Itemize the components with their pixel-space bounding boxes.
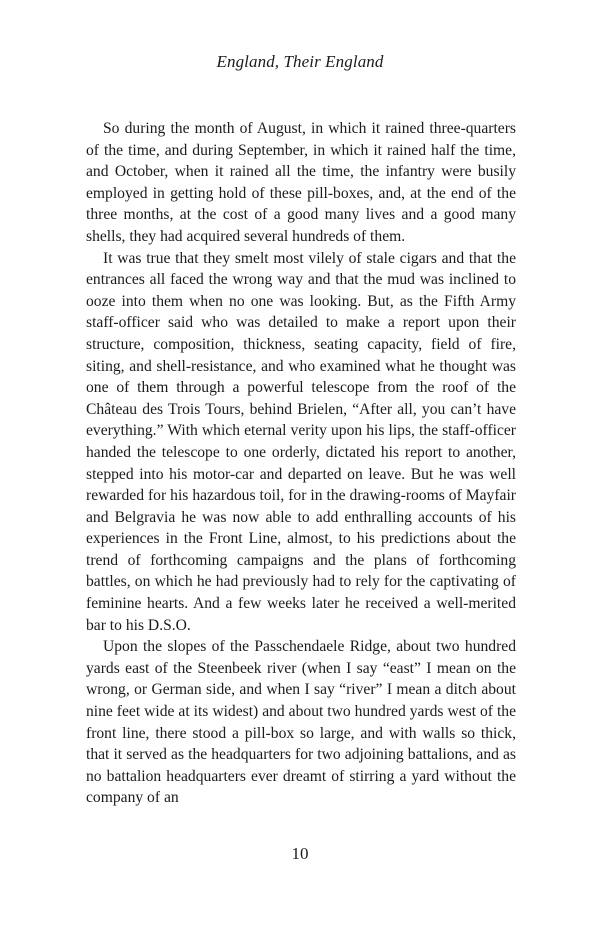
running-header-title: England, Their England [216, 52, 384, 71]
paragraph-1: So during the month of August, in which it rained three-quarters of the time, and during September, in which it rained half the time, and October, when it rained all the time, the infantry were busily employed in getting hold of these pill-boxes, and, at the end of the three months, at the cost of a good many lives and a good many shells, they had acquired several hundreds of them. [86, 120, 516, 245]
page-number: 10 [291, 844, 309, 863]
body-text [86, 118, 516, 809]
paragraph-3: Upon the slopes of the Passchendaele Ridge, about two hundred yards east of the Steenbeek river (when I say “east” I mean on the wrong, or German side, and when I say “river” I mean a ditch about nine feet wide at its widest) and about two hundred yards west of the front line, there stood a pill-box so large, and with walls so thick, that it served as the headquarters for two adjoining battalions, and as no battalion headquarters ever dreamt of stirring a yard without the company of an [86, 638, 516, 807]
paragraph-2: It was true that they smelt most vilely of stale cigars and that the entrances all faced the wrong way and that the mud was inclined to ooze into them when no one was looking. But, as the Fifth Army staff-officer said who was detailed to make a report upon their structure, composition, thickness, seating capacity, field of fire, siting, and shell-resistance, and who examined what he thought was one of them through a powerful telescope from the roof of the Château des Trois Tours, behind Brielen, “After all, you can’t have everything.” With which eternal verity upon his lips, the staff-officer handed the telescope to one orderly, dictated his report to another, stepped into his motor-car and departed on leave. But he was well rewarded for his hazardous toil, for in the drawing-rooms of Mayfair and Belgravia he was now able to add enthralling accounts of his experiences in the Front Line, almost, to his predictions about the trend of forthcoming campaigns and the plans of forthcoming battles, on which he had previously had to rely for the captivating of feminine hearts. And a few weeks later he received a well-merited bar to his D.S.O. [86, 249, 516, 634]
